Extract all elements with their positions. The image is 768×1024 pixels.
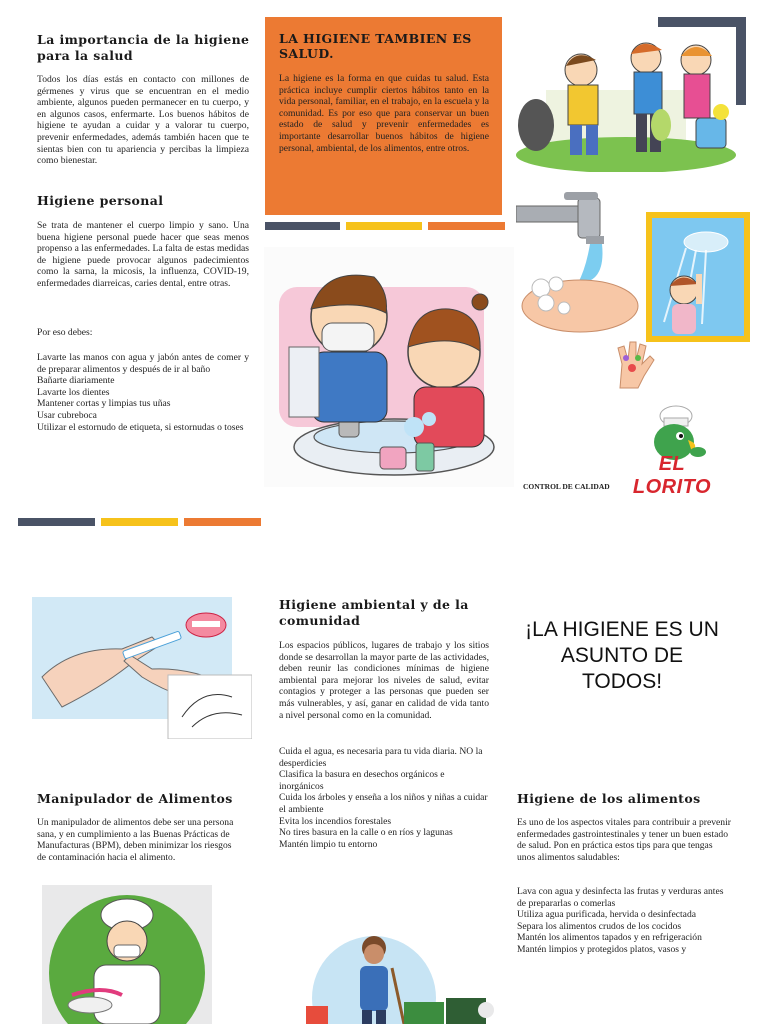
- por-eso-label: Por eso debes:: [37, 327, 93, 338]
- tip-item: Lavarte los dientes: [37, 386, 110, 398]
- personal-tips-list: [37, 352, 249, 433]
- color-bars-middle: [18, 518, 261, 537]
- color-bar-yellow: [101, 518, 178, 526]
- environment-item: Clasifica la basura en desechos orgánicos e inorgánicos: [279, 769, 445, 792]
- personal-hygiene-text: Se trata de mantener el cuerpo limpio y sano. Una buena higiene personal puede hacer que seas menos propenso a las enfermedades. La falta de estas medidas de higiene puede provocar algunos padecimientos como la sarna, la micosis, la influenza, COVID-19, enfermedades diarreicas, caries dental, entre otras.: [37, 220, 249, 289]
- tip-item: Utilizar el estornudo de etiqueta, si estornudas o toses: [37, 421, 244, 433]
- el-lorito-wordmark: EL LORITO: [632, 453, 712, 498]
- food-hygiene-item: Mantén los alimentos tapados y en refrigeración: [517, 932, 702, 944]
- tip-item: Bañarte diariamente: [37, 375, 115, 387]
- environment-item: Cuida el agua, es necesaria para tu vida diaria. NO la desperdicies: [279, 746, 483, 769]
- quality-control-caption: CONTROL DE CALIDAD: [523, 482, 610, 491]
- food-hygiene-item: Separa los alimentos crudos de los cocidos: [517, 920, 682, 932]
- environment-item: Evita los incendios forestales: [279, 815, 392, 827]
- child-shower-image: [646, 212, 750, 342]
- food-hygiene-title: Higiene de los alimentos: [517, 791, 701, 806]
- food-hygiene-intro: Es uno de los aspectos vitales para contribuir a prevenir enfermedades gastrointestinales y tener un buen estado de salud. Pon en práctica estos tips para que tengas unos alimentos saludables:: [517, 817, 731, 863]
- hygiene-is-health-text: La higiene es la forma en que cuidas tu salud. Esta práctica incluye cumplir ciertos hábitos tanto en la vida personal, familiar, en el trabajo, en la escuela y la comunidad. Es por eso que para conservar un buen estado de salud y prevenir enfermedades es importante desarrollar buenos hábitos de higiene personal, ambiental, de los alimentos, entre otros.: [279, 73, 489, 154]
- food-hygiene-list: [517, 886, 732, 956]
- food-handler-text: Un manipulador de alimentos debe ser una persona sana, y en cumplimiento a las Buenas Prácticas de Manufacturas (BPM), deben minimizar los riesgos de contaminación hacia el alimento.: [37, 817, 234, 863]
- color-bar-orange: [428, 222, 505, 230]
- color-bars-top: [265, 222, 505, 241]
- color-bar-orange: [184, 518, 261, 526]
- faucet-handwashing-image: [516, 188, 644, 341]
- food-hygiene-item: Lava con agua y desinfecta las frutas y verduras antes de prepararlas o comerlas: [517, 886, 724, 909]
- environment-item: Mantén limpio tu entorno: [279, 838, 378, 850]
- environment-text: Los espacios públicos, lugares de trabajo y los sitios donde se desarrollan la mayor parte de las actividades, deben reunir las condiciones mínimas de higiene ambiental para mejorar los niveles de salud, evitar contagios y proteger a las personas que pueden ser más vulnerables, y así, ganar en calidad de vida tanto a nivel personal como en la comunidad.: [279, 640, 489, 721]
- importance-text: Todos los días estás en contacto con millones de gérmenes y virus que se encuentran en el medio ambiente, algunos pueden permanecer en tu cuerpo, y en algunos casos, enfermarte. Los buenos hábitos de higiene te ayudan a cuidar y a valorar tu cuerpo, prevenir enfermedades, además también hacen que te sientas bien con tu apariencia y percibas la limpieza como bienestar.: [37, 74, 249, 167]
- food-handler-title: Manipulador de Alimentos: [37, 791, 233, 806]
- slogan-heading: ¡LA HIGIENE ES UN ASUNTO DE TODOS!: [525, 618, 719, 693]
- environment-item: No tires basura en la calle o en ríos y lagunas: [279, 827, 453, 839]
- food-hygiene-item: Mantén limpios y protegidos platos, vasos y: [517, 943, 687, 955]
- tip-item: Mantener cortas y limpias tus uñas: [37, 398, 171, 410]
- color-bar-navy: [18, 518, 95, 526]
- environment-title: Higiene ambiental y de la comunidad: [279, 597, 469, 628]
- food-hygiene-item: Utiliza agua purificada, hervida o desinfectada: [517, 909, 696, 921]
- personal-hygiene-title: Higiene personal: [37, 193, 164, 208]
- color-bar-navy: [265, 222, 340, 230]
- environment-item: Cuida los árboles y enseña a los niños y niñas a cuidar el ambiente: [279, 792, 488, 815]
- chef-circle-image: [42, 885, 212, 1024]
- food-handler-hands-image: [32, 597, 252, 739]
- kids-washing-hands-image: [264, 247, 514, 487]
- kids-cleaning-image: [516, 30, 736, 172]
- tip-item: Lavarte las manos con agua y jabón antes de comer y de preparar alimentos y después de ir al baño: [37, 352, 249, 375]
- color-bar-yellow: [346, 222, 422, 230]
- importance-title: La importancia de la higiene para la salud: [37, 32, 250, 63]
- tip-item: Usar cubreboca: [37, 409, 97, 421]
- environment-list: [279, 746, 489, 850]
- germ-hand-image: [608, 336, 664, 392]
- hygiene-is-health-title: LA HIGIENE TAMBIEN ES SALUD.: [279, 31, 472, 61]
- hygiene-is-health-box: [265, 17, 502, 215]
- cleaning-worker-image: [296, 918, 501, 1024]
